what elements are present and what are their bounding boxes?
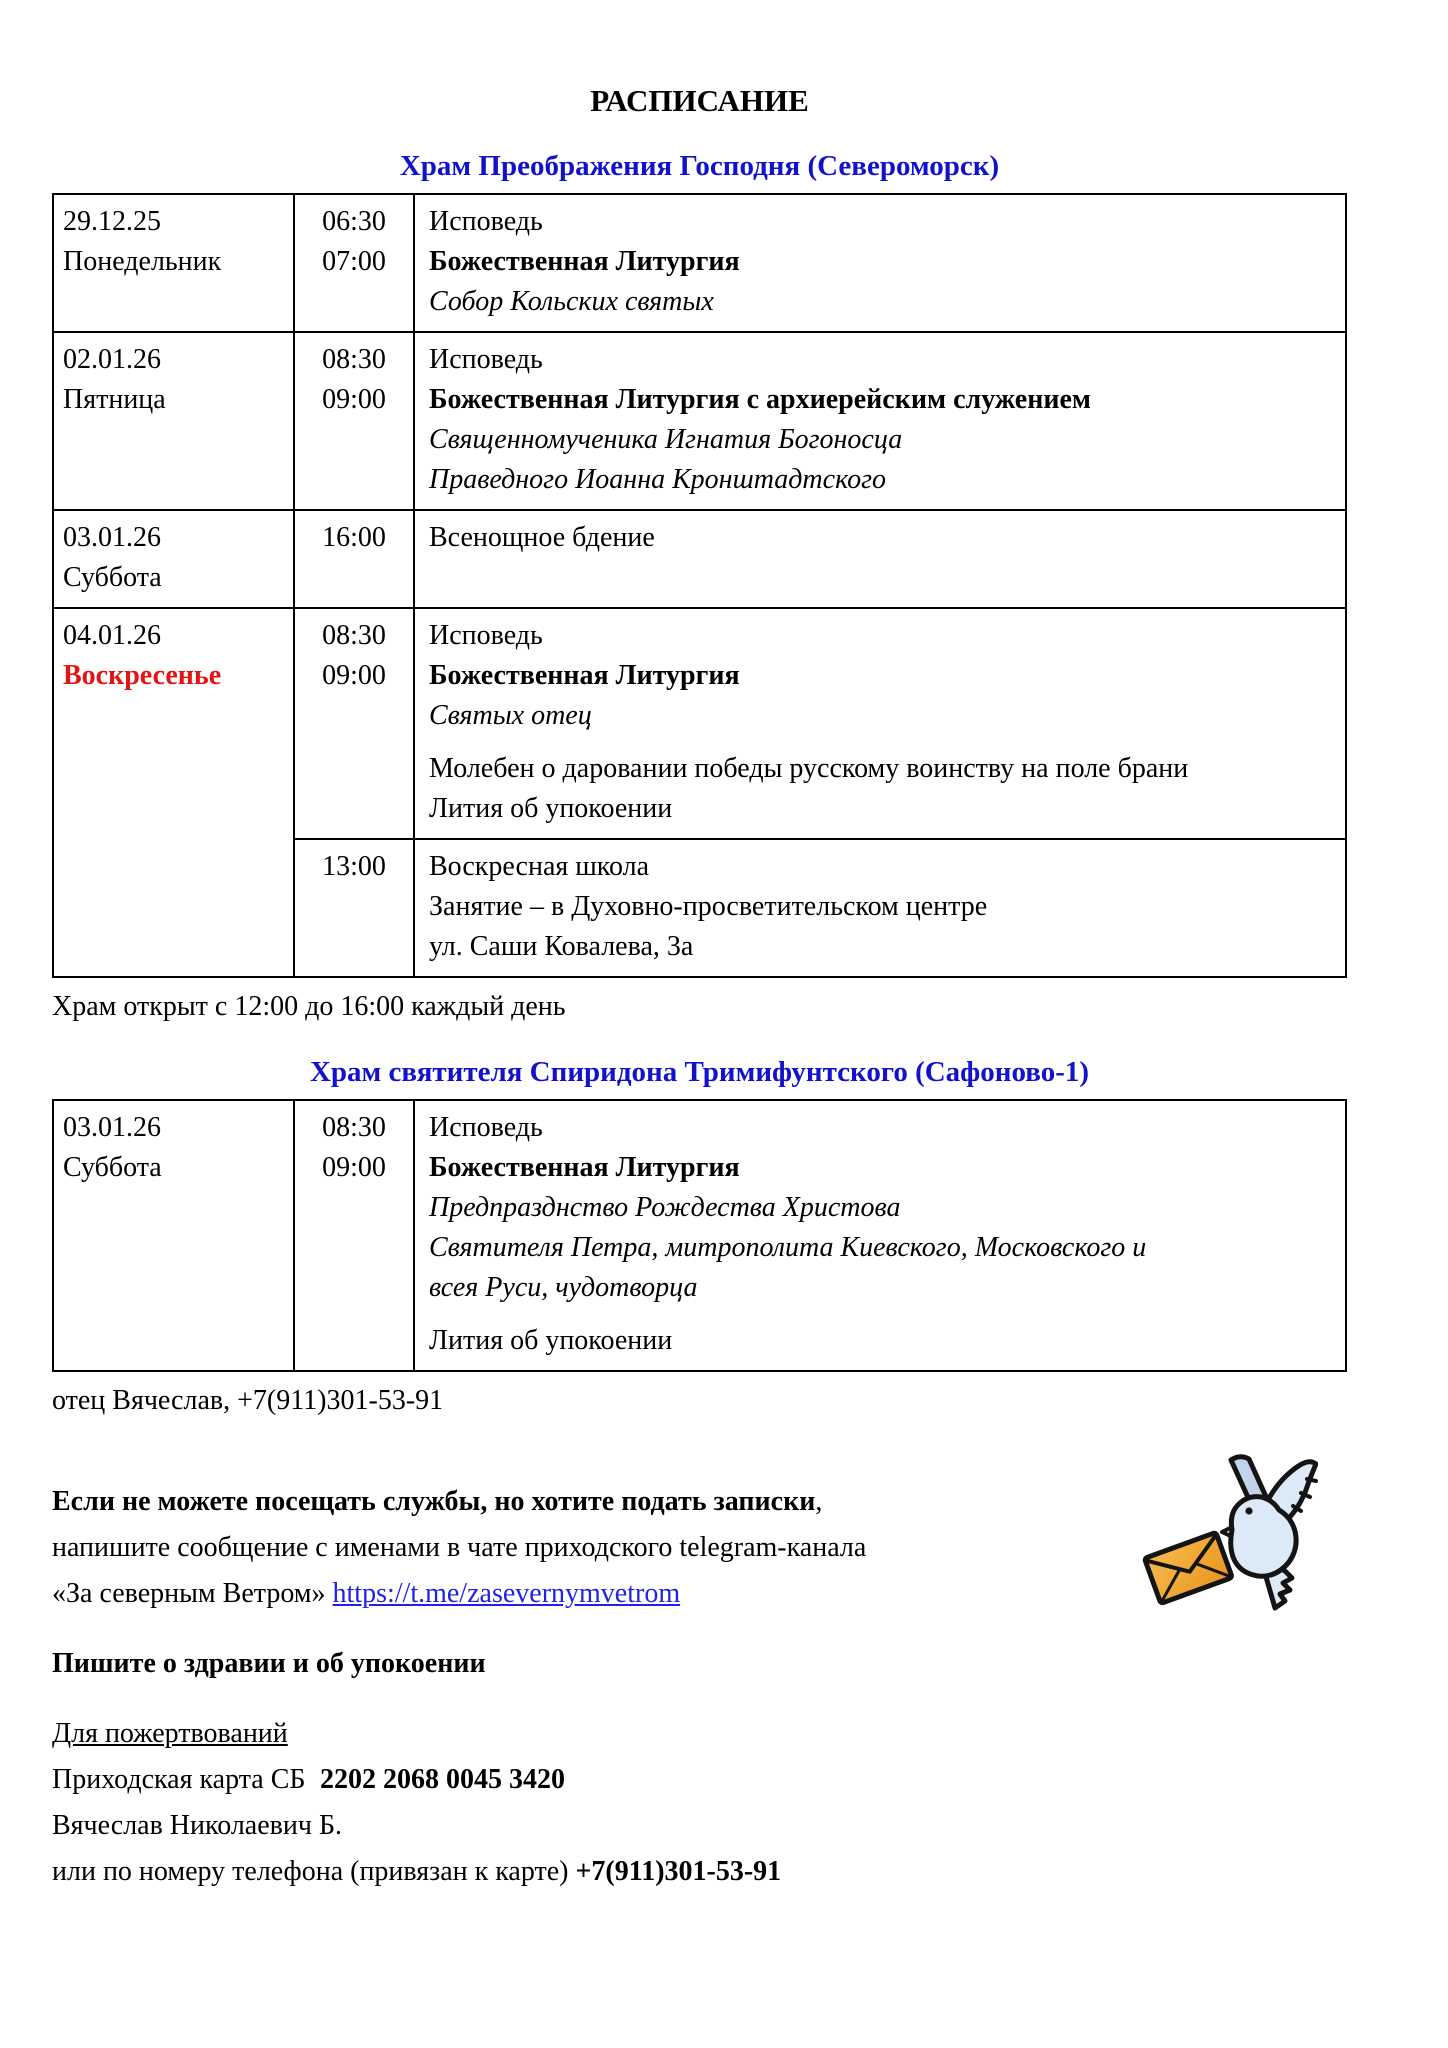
time-text: 08:30: [322, 1112, 386, 1143]
time-text: 09:00: [322, 660, 386, 691]
service-line: Святителя Петра, митрополита Киевского, Московского и: [429, 1232, 1147, 1263]
phone-prefix: или по номеру телефона (привязан к карте): [52, 1856, 576, 1887]
time-cell: [294, 1100, 414, 1371]
service-line: Праведного Иоанна Кронштадтского: [429, 464, 887, 495]
service-line: Исповедь: [429, 620, 543, 651]
service-line: Лития об упокоении: [429, 1325, 673, 1356]
date-cell: [53, 1100, 294, 1371]
telegram-link[interactable]: https://t.me/zasevernymvetrom: [332, 1578, 681, 1609]
services-cell: [414, 332, 1346, 510]
service-line: всея Руси, чудотворца: [429, 1272, 698, 1303]
time-cell: [294, 608, 414, 839]
date-cell: [53, 608, 294, 977]
church1-heading: Храм Преображения Господня (Североморск): [399, 150, 1000, 182]
date-cell: [53, 332, 294, 510]
time-text: 16:00: [322, 522, 386, 553]
service-line: Занятие – в Духовно-просветительском центре: [429, 891, 988, 922]
service-line: Исповедь: [429, 1112, 543, 1143]
time-cell: [294, 194, 414, 332]
service-line: Исповедь: [429, 344, 543, 375]
table-row: [53, 332, 1346, 510]
time-cell: [294, 332, 414, 510]
time-text: 09:00: [322, 1152, 386, 1183]
time-text: 06:30: [322, 206, 386, 237]
service-line: Всенощное бдение: [429, 522, 655, 553]
service-line: Божественная Литургия: [429, 1152, 740, 1183]
time-text: 07:00: [322, 246, 386, 277]
card-label: Приходская карта СБ: [52, 1764, 306, 1795]
time-text: 09:00: [322, 384, 386, 415]
time-text: 08:30: [322, 620, 386, 651]
notes-line-1-bold: Если не можете посещать службы, но хотите подать записки: [52, 1486, 816, 1517]
notes-line-2: напишите сообщение с именами в чате приходского telegram-канала: [52, 1532, 867, 1563]
service-line: Святых отец: [429, 700, 592, 731]
time-cell: [294, 510, 414, 608]
date-text: 02.01.26: [63, 344, 161, 375]
church2-heading: Храм святителя Спиридона Тримифунтского (Сафоново-1): [309, 1056, 1090, 1088]
page-title: РАСПИСАНИЕ: [590, 83, 809, 118]
date-text: 03.01.26: [63, 522, 161, 553]
priest-contact: отец Вячеслав, +7(911)301-53-91: [52, 1385, 444, 1416]
service-line: Молебен о даровании победы русскому воинству на поле брани: [429, 753, 1189, 784]
card-holder: Вячеслав Николаевич Б.: [52, 1810, 343, 1841]
service-line: Божественная Литургия: [429, 246, 740, 277]
services-cell: [414, 510, 1346, 608]
table-row: [53, 1100, 1346, 1371]
schedule-table-severomorsk: [52, 193, 1347, 978]
service-line: Лития об упокоении: [429, 793, 673, 824]
donation-phone-line: [52, 1849, 1347, 1895]
service-line: Предпразднство Рождества Христова: [429, 1192, 901, 1223]
service-line: Божественная Литургия: [429, 660, 740, 691]
write-note: Пишите о здравии и об упокоении: [52, 1648, 486, 1679]
schedule-table-safonovo: [52, 1099, 1347, 1372]
table-row: [53, 510, 1346, 608]
service-line: Собор Кольских святых: [429, 286, 714, 317]
donation-heading: Для пожертвований: [52, 1718, 288, 1749]
time-text: 08:30: [322, 344, 386, 375]
card-number: 2202 2068 0045 3420: [320, 1764, 565, 1795]
day-text: Понедельник: [63, 246, 222, 277]
services-cell: [414, 1100, 1346, 1371]
table-row: [53, 608, 1346, 839]
date-text: 03.01.26: [63, 1112, 161, 1143]
date-cell: [53, 194, 294, 332]
day-text-sunday: Воскресенье: [63, 660, 222, 691]
service-line: Исповедь: [429, 206, 543, 237]
time-cell: [294, 839, 414, 977]
donation-card-line: [52, 1757, 1347, 1803]
services-cell: [414, 839, 1346, 977]
date-text: 04.01.26: [63, 620, 161, 651]
day-text: Суббота: [63, 562, 162, 593]
services-cell: [414, 608, 1346, 839]
services-cell: [414, 194, 1346, 332]
service-line: Воскресная школа: [429, 851, 650, 882]
table-row: [53, 194, 1346, 332]
service-line: Священномученика Игнатия Богоносца: [429, 424, 903, 455]
day-text: Пятница: [63, 384, 166, 415]
time-text: 13:00: [322, 851, 386, 882]
notes-line-3-prefix: «За северным Ветром»: [52, 1578, 333, 1609]
phone-number: +7(911)301-53-91: [575, 1856, 782, 1887]
open-hours-note: Храм открыт с 12:00 до 16:00 каждый день: [52, 991, 566, 1022]
date-text: 29.12.25: [63, 206, 161, 237]
dove-with-envelope-icon: [1128, 1452, 1318, 1617]
service-line: Божественная Литургия с архиерейским служением: [429, 384, 1091, 415]
date-cell: [53, 510, 294, 608]
service-line: ул. Саши Ковалева, 3а: [429, 931, 694, 962]
day-text: Суббота: [63, 1152, 162, 1183]
notes-line-1-rest: ,: [815, 1486, 823, 1517]
